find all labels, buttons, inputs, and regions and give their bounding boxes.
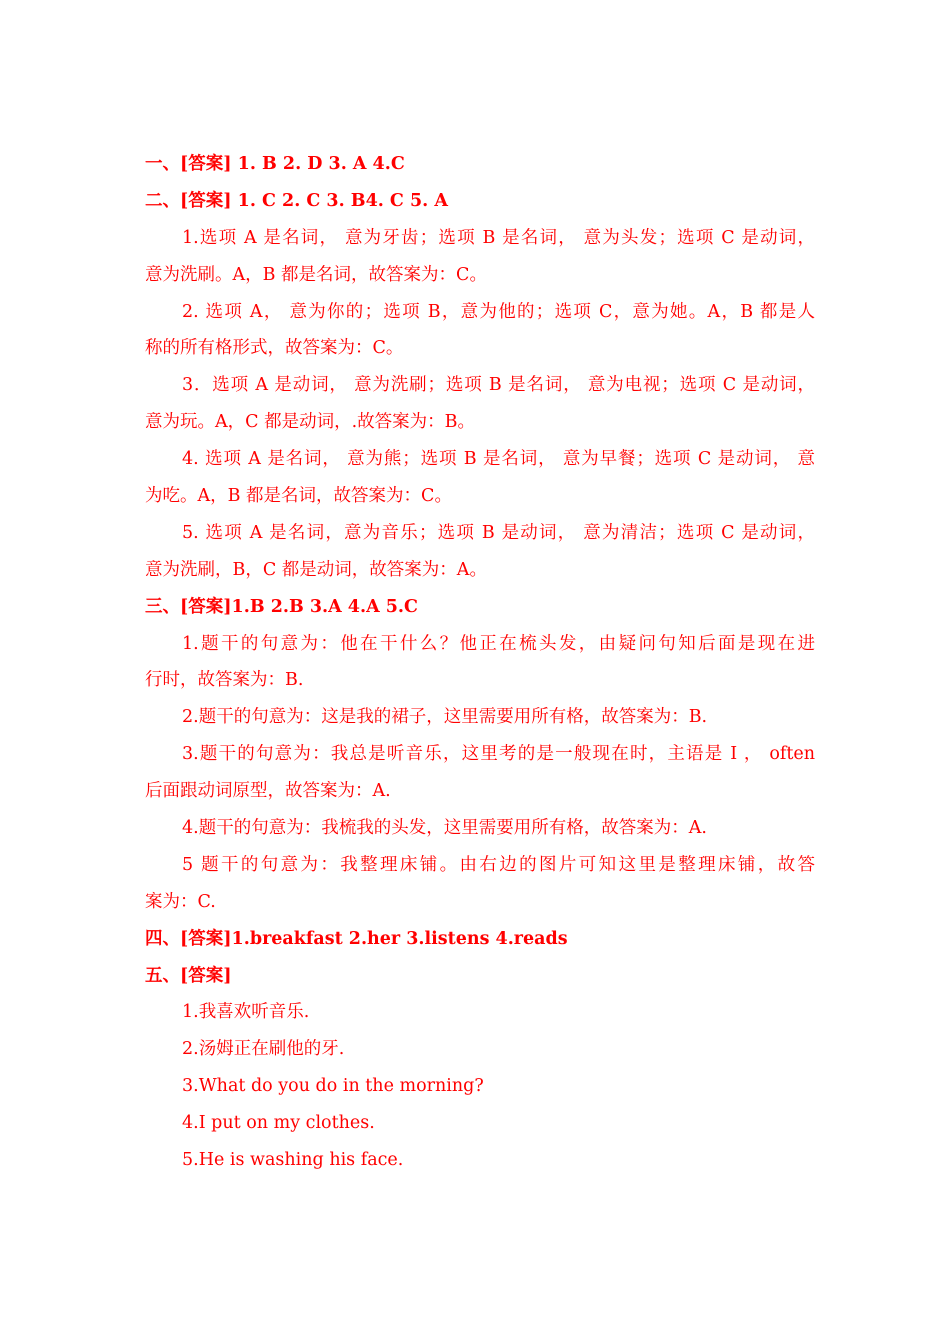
section-2-explanation-2-line-2: 称的所有格形式，故答案为：C。 — [145, 338, 404, 359]
section-3-explanation-3-line-1: 3.题干的句意为：我总是听音乐，这里考的是一般现在时，主语是 I ， often — [182, 744, 815, 765]
section-2-explanation-4-line-1: 4. 选项 A 是名词， 意为熊；选项 B 是名词， 意为早餐；选项 C 是动词， 意 — [182, 449, 815, 470]
section-5-answer-1: 1.我喜欢听音乐. — [182, 1002, 310, 1023]
section-2-explanation-5-line-1: 5. 选项 A 是名词，意为音乐；选项 B 是动词， 意为清洁；选项 C 是动词， — [182, 522, 815, 543]
section-2-explanation-4-line-2: 为吃。A，B 都是名词，故答案为：C。 — [145, 486, 452, 507]
section-5-answer-3: 3.What do you do in the morning? — [182, 1076, 484, 1097]
section-3-explanation-1-line-2: 行时，故答案为：B. — [145, 670, 304, 691]
answer-key-body — [145, 146, 815, 1179]
section-3-explanation-5-line-2: 案为：C. — [145, 891, 216, 912]
section-2-explanation-1-line-1: 1.选项 A 是名词， 意为牙齿；选项 B 是名词， 意为头发；选项 C 是动词， — [182, 227, 815, 248]
section-3-explanation-2: 2.题干的句意为：这是我的裙子，这里需要用所有格，故答案为：B. — [182, 707, 708, 728]
section-5-answer-2: 2.汤姆正在刷他的牙. — [182, 1039, 345, 1060]
section-2-explanation-1-line-2: 意为洗刷。A，B 都是名词，故答案为：C。 — [145, 264, 487, 285]
section-3-explanation-1-line-1: 1.题干的句意为：他在干什么？他正在梳头发，由疑问句知后面是现在进 — [182, 633, 815, 654]
section-5-answer-5: 5.He is washing his face. — [182, 1150, 404, 1171]
section-3-explanation-3-line-2: 后面跟动词原型，故答案为：A. — [145, 781, 391, 802]
section-2-explanation-2-line-1: 2. 选项 A， 意为你的；选项 B，意为他的；选项 C，意为她。A，B 都是人 — [182, 301, 815, 322]
section-2-explanation-3-line-1: 3．选项 A 是动词， 意为洗刷；选项 B 是名词， 意为电视；选项 C 是动词， — [182, 375, 815, 396]
section-5-answer-4: 4.I put on my clothes. — [182, 1113, 375, 1134]
section-2-explanation-5-line-2: 意为洗刷，B，C 都是动词，故答案为：A。 — [145, 559, 487, 580]
section-1-answer-heading: 一、[答案] 1. B 2. D 3. A 4.C — [145, 154, 405, 174]
section-3-explanation-4: 4.题干的句意为：我梳我的头发，这里需要用所有格，故答案为：A. — [182, 818, 707, 839]
section-2-answer-heading: 二、[答案] 1. C 2. C 3. B4. C 5. A — [145, 190, 448, 211]
section-4-answer-heading: 四、[答案]1.breakfast 2.her 3.listens 4.reads — [145, 928, 568, 949]
section-5-answer-heading: 五、[答案] — [145, 965, 232, 986]
section-3-explanation-5-line-1: 5 题干的句意为：我整理床铺。由右边的图片可知这里是整理床铺，故答 — [182, 854, 815, 875]
section-2-explanation-3-line-2: 意为玩。A，C 都是动词，.故答案为：B。 — [145, 412, 476, 433]
section-3-answer-heading: 三、[答案]1.B 2.B 3.A 4.A 5.C — [145, 596, 418, 617]
